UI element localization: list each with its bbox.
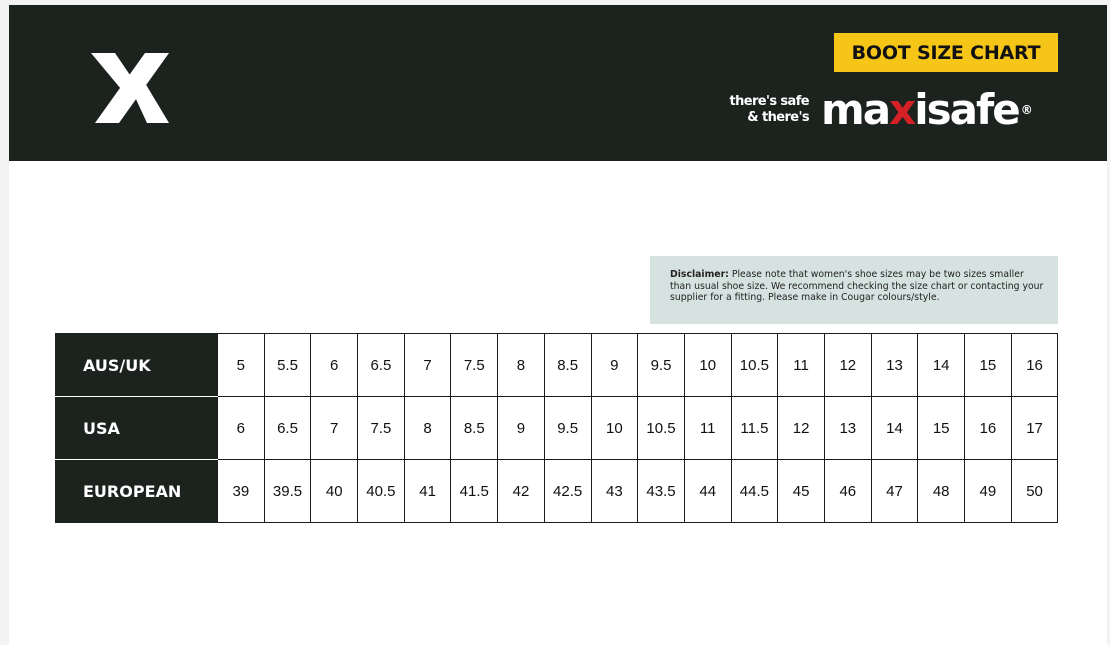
size-cell: 6 — [218, 397, 265, 460]
size-cell: 6.5 — [358, 334, 405, 397]
size-cell: 49 — [965, 460, 1012, 523]
size-cell: 13 — [871, 334, 918, 397]
size-cell: 50 — [1011, 460, 1058, 523]
maxisafe-x-logo-icon — [89, 51, 171, 125]
size-cell: 15 — [918, 397, 965, 460]
size-cell: 5.5 — [264, 334, 311, 397]
disclaimer-box — [650, 256, 1058, 324]
size-cell: 42 — [498, 460, 545, 523]
size-cell: 11 — [684, 397, 731, 460]
size-cell: 7.5 — [358, 397, 405, 460]
brand-tagline — [699, 94, 809, 126]
size-cell: 5 — [218, 334, 265, 397]
size-cell: 8.5 — [544, 334, 591, 397]
size-cell: 9 — [591, 334, 638, 397]
size-cell: 40 — [311, 460, 358, 523]
size-cell: 14 — [871, 397, 918, 460]
size-cell: 10 — [591, 397, 638, 460]
size-cell: 9.5 — [544, 397, 591, 460]
size-cell: 6 — [311, 334, 358, 397]
size-cell: 47 — [871, 460, 918, 523]
size-cell: 11.5 — [731, 397, 778, 460]
wordmark-x: x — [889, 85, 915, 134]
size-cell: 10.5 — [731, 334, 778, 397]
size-cell: 8 — [404, 397, 451, 460]
size-cell: 15 — [965, 334, 1012, 397]
size-cell: 8.5 — [451, 397, 498, 460]
size-cell: 10 — [684, 334, 731, 397]
size-cell: 39.5 — [264, 460, 311, 523]
size-cell: 42.5 — [544, 460, 591, 523]
size-cell: 13 — [824, 397, 871, 460]
size-cell: 9 — [498, 397, 545, 460]
size-cell: 45 — [778, 460, 825, 523]
size-cell: 16 — [1011, 334, 1058, 397]
size-cell: 46 — [824, 460, 871, 523]
size-cell: 44.5 — [731, 460, 778, 523]
size-cell: 12 — [778, 397, 825, 460]
size-row — [56, 334, 1058, 397]
size-cell: 7 — [311, 397, 358, 460]
tagline-line-1: there's safe — [729, 94, 809, 109]
disclaimer-text: Please note that women's shoe sizes may be two sizes smaller than usual shoe size. We recommend checking the size chart or contacting your supplier for a fitting. Please make in Cougar colours/style. — [670, 269, 1044, 303]
size-cell: 14 — [918, 334, 965, 397]
size-cell: 17 — [1011, 397, 1058, 460]
size-cell: 43.5 — [638, 460, 685, 523]
size-cell: 10.5 — [638, 397, 685, 460]
registered-mark: ® — [1020, 103, 1033, 117]
size-row-label: EUROPEAN — [56, 460, 218, 523]
size-cell: 39 — [218, 460, 265, 523]
size-cell: 41.5 — [451, 460, 498, 523]
header-banner — [9, 5, 1107, 161]
disclaimer-label: Disclaimer: — [670, 269, 729, 280]
boot-size-table — [55, 333, 1058, 523]
size-cell: 7.5 — [451, 334, 498, 397]
size-cell: 40.5 — [358, 460, 405, 523]
boot-size-chart-badge: BOOT SIZE CHART — [834, 33, 1058, 72]
size-cell: 16 — [965, 397, 1012, 460]
size-row — [56, 397, 1058, 460]
wordmark-part-2: isafe — [914, 85, 1019, 134]
tagline-line-2: & there's — [747, 110, 809, 125]
size-cell: 11 — [778, 334, 825, 397]
size-row-label: AUS/UK — [56, 334, 218, 397]
size-row-label: USA — [56, 397, 218, 460]
size-cell: 6.5 — [264, 397, 311, 460]
size-cell: 9.5 — [638, 334, 685, 397]
size-cell: 12 — [824, 334, 871, 397]
size-cell: 8 — [498, 334, 545, 397]
size-cell: 7 — [404, 334, 451, 397]
size-cell: 41 — [404, 460, 451, 523]
size-chart-sheet — [9, 5, 1107, 645]
size-row — [56, 460, 1058, 523]
size-cell: 44 — [684, 460, 731, 523]
wordmark-part-1: ma — [821, 85, 890, 134]
size-cell: 43 — [591, 460, 638, 523]
maxisafe-wordmark — [821, 85, 1069, 135]
size-cell: 48 — [918, 460, 965, 523]
